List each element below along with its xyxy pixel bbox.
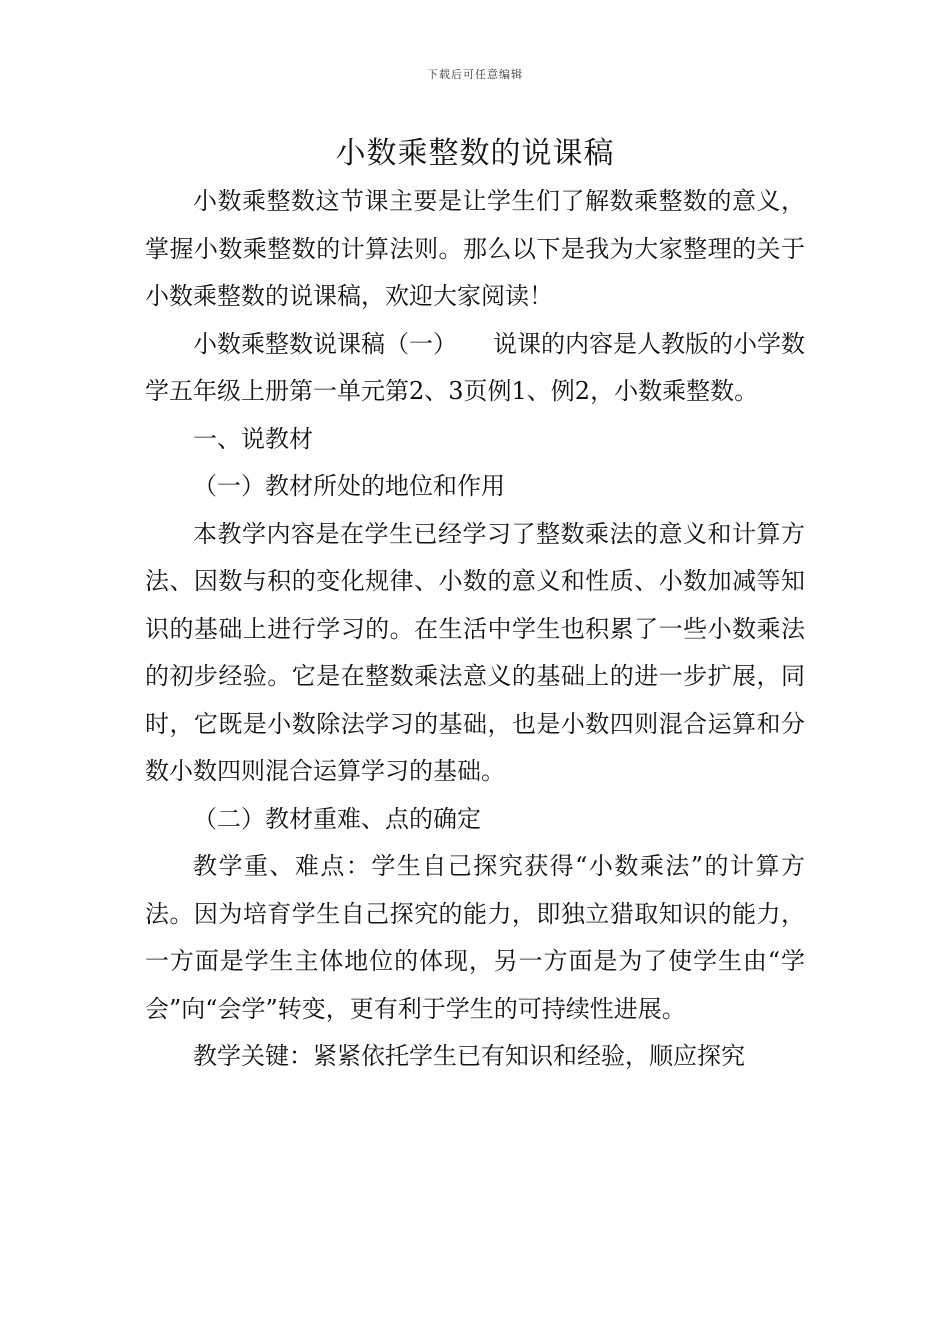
section-heading-textbook: 一、说教材 (193, 424, 313, 453)
document-title: 小数乘整数的说课稿 (335, 136, 615, 171)
paragraph-teaching-key: 教学关键：紧紧依托学生已有知识和经验，顺应探究 (193, 1042, 745, 1070)
paragraph-lesson-content: 小数乘整数说课稿（一） 说课的内容是人教版的小学数学五年级上册第一单元第2、3页例1、例2，小数乘整数。 (145, 329, 805, 405)
header-note: 下载后可任意编辑 (427, 68, 523, 81)
paragraph-key-difficult-points: 教学重、难点：学生自己探究获得“小数乘法”的计算方法。因为培育学生自己探究的能力，即独立猎取知识的能力，一方面是学生主体地位的体现，另一方面是为了使学生由“学会”向“会学”转变，更有利于学生的可持续性进展。 (145, 852, 805, 1023)
subsection-heading-position: （一）教材所处的地位和作用 (193, 472, 505, 500)
paragraph-position-role: 本教学内容是在学生已经学习了整数乘法的意义和计算方法、因数与积的变化规律、小数的意义和性质、小数加减等知识的基础上进行学习的。在生活中学生也积累了一些小数乘法的初步经验。它是在整数乘法意义的基础上的进一步扩展，同时，它既是小数除法学习的基础，也是小数四则混合运算和分数小数四则混合运算学习的基础。 (145, 519, 805, 785)
subsection-heading-key-points: （二）教材重难、点的确定 (193, 804, 481, 833)
paragraph-intro: 小数乘整数这节课主要是让学生们了解数乘整数的意义，掌握小数乘整数的计算法则。那么以下是我为大家整理的关于小数乘整数的说课稿，欢迎大家阅读！ (145, 187, 805, 310)
document-body (145, 178, 805, 1081)
